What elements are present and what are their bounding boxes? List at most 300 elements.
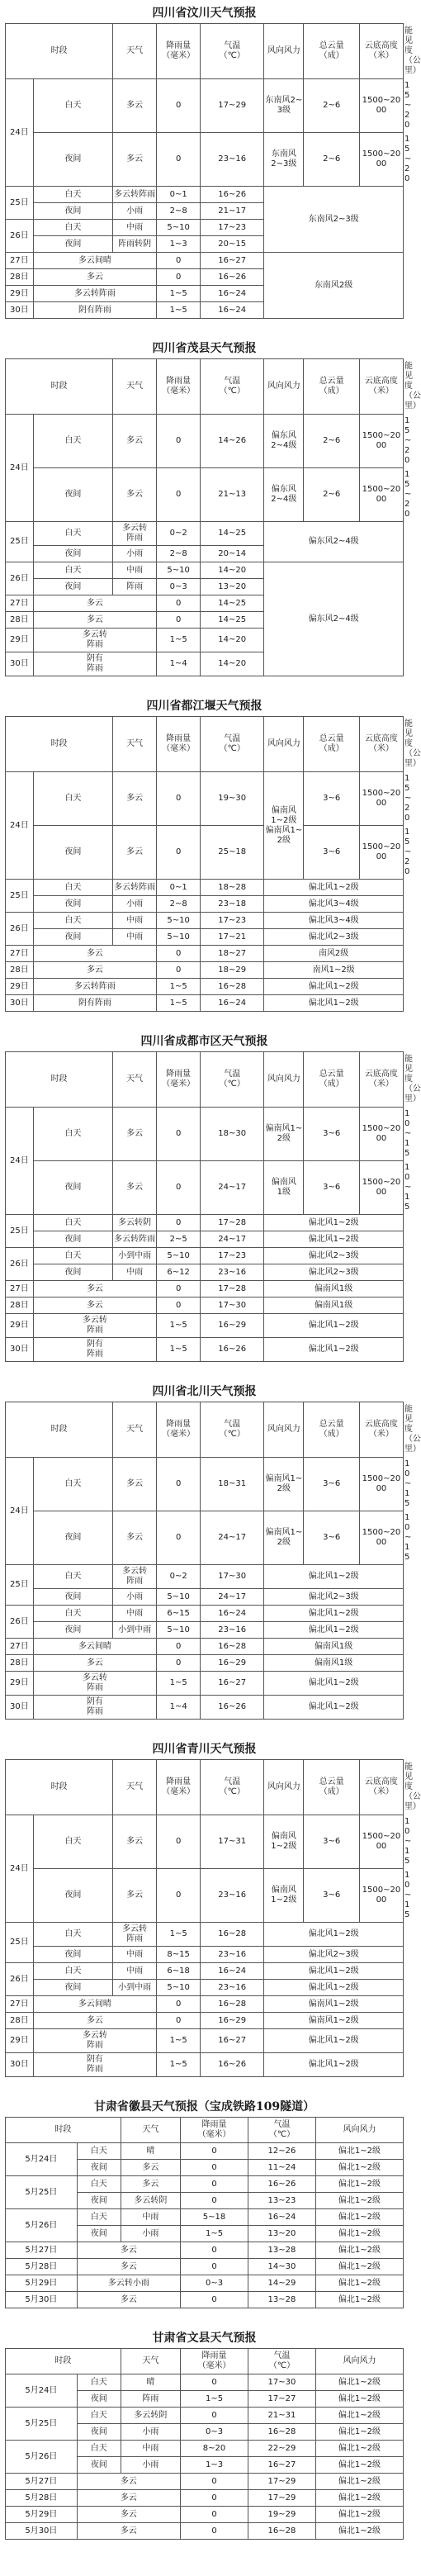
table-row xyxy=(6,2242,404,2259)
period-cell: 夜间 xyxy=(33,1947,112,1963)
table-row xyxy=(6,2374,404,2391)
temp-cell: 14~30 xyxy=(248,2259,316,2275)
weather-cell: 多云 xyxy=(113,1161,157,1215)
table-row xyxy=(6,2013,404,2029)
date-cell: 30日 xyxy=(6,1338,34,1362)
wind-cell: 偏北风3~4级 xyxy=(264,896,404,913)
table-row xyxy=(6,1161,404,1215)
temp-cell: 16~29 xyxy=(201,1655,264,1672)
rain-cell: 0 xyxy=(157,133,201,187)
date-cell: 25日 xyxy=(6,187,34,220)
weather-cell: 多云转 阵雨 xyxy=(113,522,157,546)
wind-cell: 偏北风1~2级 xyxy=(264,1606,404,1622)
rain-cell: 1~3 xyxy=(157,236,201,253)
column-header: 天气 xyxy=(113,359,157,415)
weather-cell: 小雨 xyxy=(121,2457,180,2474)
rain-cell: 1~5 xyxy=(181,2226,248,2242)
wind-cell: 偏北风3~4级 xyxy=(264,913,404,929)
column-header: 气温 （℃） xyxy=(248,2349,316,2374)
rain-cell: 0 xyxy=(157,1108,201,1161)
rain-cell: 0~1 xyxy=(157,187,201,203)
column-header: 云底高度 （米） xyxy=(359,717,403,772)
period-cell: 白天 xyxy=(33,1923,112,1947)
temp-cell: 25~18 xyxy=(201,826,264,880)
column-header: 风向风力 xyxy=(315,2118,403,2143)
weather-cell: 多云转 阵雨 xyxy=(113,1565,157,1589)
column-header: 时段 xyxy=(6,24,113,79)
rain-cell: 1~5 xyxy=(157,1923,201,1947)
temp-cell: 16~26 xyxy=(201,2053,264,2077)
wind-cell: 偏南风 1~2级 偏南风1~2级 xyxy=(264,772,304,880)
date-cell: 24日 xyxy=(6,1108,34,1215)
period-cell: 白天 xyxy=(33,880,112,896)
cloud-cell: 3~6 xyxy=(304,1869,359,1923)
column-header: 总云量 （成） xyxy=(304,1760,359,1815)
temp-cell: 17~28 xyxy=(201,1215,264,1231)
date-cell: 28日 xyxy=(6,269,34,286)
period-cell: 夜间 xyxy=(77,2193,121,2209)
cloud-cell: 2~6 xyxy=(304,468,359,522)
date-cell: 5月25日 xyxy=(6,2408,78,2441)
column-header: 降雨量 （毫米） xyxy=(157,717,201,772)
weather-cell: 多云转阵雨 xyxy=(113,880,157,896)
weather-cell: 多云 xyxy=(113,1108,157,1161)
table-row xyxy=(6,415,404,468)
wind-cell: 偏南风1~2级 xyxy=(264,2013,404,2029)
temp-cell: 16~28 xyxy=(248,2523,316,2540)
rain-cell: 0~2 xyxy=(157,1565,201,1589)
table-row xyxy=(6,979,404,995)
ceiling-cell: 1500~2000 xyxy=(359,1869,403,1923)
period-cell: 夜间 xyxy=(33,468,112,522)
date-cell: 26日 xyxy=(6,220,34,253)
table-row xyxy=(6,79,404,133)
column-header: 时段 xyxy=(6,717,113,772)
weather-cell: 小雨 xyxy=(121,2226,180,2242)
table-row xyxy=(6,133,404,187)
temp-cell: 18~27 xyxy=(201,946,264,962)
table-row xyxy=(6,826,404,880)
column-header: 天气 xyxy=(121,2118,180,2143)
rain-cell: 2~5 xyxy=(157,1231,201,1248)
temp-cell: 23~16 xyxy=(201,133,264,187)
rain-cell: 0 xyxy=(157,826,201,880)
wind-cell: 偏南风1级 xyxy=(264,1639,404,1655)
weather-cell: 阴有 阵雨 xyxy=(33,652,156,676)
table-row xyxy=(6,2441,404,2457)
column-header: 降雨量 （毫米） xyxy=(157,359,201,415)
weather-cell: 多云 xyxy=(33,1297,156,1314)
cloud-cell: 3~6 xyxy=(304,772,359,826)
forecast-table xyxy=(5,716,404,1012)
period-cell: 夜间 xyxy=(33,1511,112,1565)
date-cell: 5月26日 xyxy=(6,2441,78,2474)
section-title: 甘肃省徽县天气预报（宝成铁路109隧道） xyxy=(5,2097,404,2117)
column-header: 总云量 （成） xyxy=(304,24,359,79)
wind-cell: 偏北风2~3级 xyxy=(264,1947,404,1963)
temp-cell: 20~15 xyxy=(201,236,264,253)
table-row xyxy=(6,1996,404,2013)
weather-cell: 多云转阴 xyxy=(113,1215,157,1231)
period-cell: 白天 xyxy=(33,1248,112,1264)
rain-cell: 1~5 xyxy=(157,1338,201,1362)
rain-cell: 0 xyxy=(157,2013,201,2029)
temp-cell: 24~17 xyxy=(201,1589,264,1606)
temp-cell: 24~17 xyxy=(201,1231,264,1248)
rain-cell: 0 xyxy=(157,1297,201,1314)
forecast-section xyxy=(5,1382,404,1720)
temp-cell: 18~28 xyxy=(201,880,264,896)
ceiling-cell: 1500~2000 xyxy=(359,133,403,187)
temp-cell: 21~31 xyxy=(248,2408,316,2424)
period-cell: 夜间 xyxy=(33,929,112,946)
wind-cell: 偏北风2~3级 xyxy=(264,1589,404,1606)
wind-cell: 偏北1~2级 xyxy=(315,2424,403,2441)
cloud-cell: 3~6 xyxy=(304,1458,359,1511)
wind-cell: 偏南风 1~2级 xyxy=(264,1815,304,1869)
table-row xyxy=(6,1231,404,1248)
date-cell: 26日 xyxy=(6,1963,34,1996)
column-header: 风向风力 xyxy=(264,1052,304,1108)
table-row xyxy=(6,1606,404,1622)
weather-cell: 阵雨 xyxy=(121,2391,180,2408)
table-row xyxy=(6,1639,404,1655)
wind-cell: 偏北1~2级 xyxy=(315,2441,403,2457)
table-row xyxy=(6,962,404,979)
forecast-section xyxy=(5,1739,404,2077)
rain-cell: 5~10 xyxy=(157,929,201,946)
rain-cell: 1~5 xyxy=(157,286,201,302)
weather-cell: 中雨 xyxy=(113,1947,157,1963)
forecast-table xyxy=(5,23,404,319)
date-cell: 25日 xyxy=(6,522,34,562)
period-cell: 夜间 xyxy=(77,2424,121,2441)
table-row xyxy=(6,253,404,269)
date-cell: 27日 xyxy=(6,1281,34,1297)
column-header: 降雨量 （毫米） xyxy=(157,1760,201,1815)
table-row xyxy=(6,1980,404,1996)
weather-cell: 阴有 阵雨 xyxy=(33,2053,156,2077)
weather-cell: 中雨 xyxy=(113,1963,157,1980)
period-cell: 夜间 xyxy=(77,2457,121,2474)
weather-cell: 多云 xyxy=(121,2176,180,2193)
temp-cell: 16~28 xyxy=(201,1639,264,1655)
temp-cell: 16~27 xyxy=(201,2029,264,2053)
wind-cell: 东南风2级 xyxy=(264,253,404,319)
wind-cell: 偏北1~2级 xyxy=(315,2474,403,2490)
rain-cell: 6~15 xyxy=(157,1606,201,1622)
temp-cell: 16~26 xyxy=(201,187,264,203)
date-cell: 5月30日 xyxy=(6,2292,78,2308)
rain-cell: 6~12 xyxy=(157,1264,201,1281)
rain-cell: 0 xyxy=(157,772,201,826)
table-row xyxy=(6,896,404,913)
ceiling-cell: 1500~2000 xyxy=(359,772,403,826)
wind-cell: 偏北风1~2级 xyxy=(264,995,404,1012)
period-cell: 白天 xyxy=(33,772,112,826)
forecast-table xyxy=(5,2348,404,2540)
weather-cell: 阴有阵雨 xyxy=(33,302,156,319)
weather-cell: 多云 xyxy=(113,826,157,880)
forecast-section xyxy=(5,339,404,676)
forecast-table xyxy=(5,1759,404,2077)
temp-cell: 23~16 xyxy=(201,1947,264,1963)
temp-cell: 23~16 xyxy=(201,1622,264,1639)
wind-cell: 偏北1~2级 xyxy=(315,2292,403,2308)
wind-cell: 偏北1~2级 xyxy=(315,2176,403,2193)
cloud-cell: 2~6 xyxy=(304,415,359,468)
temp-cell: 18~29 xyxy=(201,962,264,979)
date-cell: 29日 xyxy=(6,629,34,652)
temp-cell: 21~17 xyxy=(201,203,264,220)
column-header: 气温 （℃） xyxy=(201,1760,264,1815)
wind-cell: 偏北风1~2级 xyxy=(264,1696,404,1720)
wind-cell: 偏北1~2级 xyxy=(315,2226,403,2242)
wind-cell: 偏北风1~2级 xyxy=(264,1338,404,1362)
rain-cell: 0 xyxy=(157,415,201,468)
rain-cell: 0 xyxy=(181,2242,248,2259)
period-cell: 白天 xyxy=(33,1565,112,1589)
temp-cell: 16~26 xyxy=(201,1696,264,1720)
period-cell: 白天 xyxy=(77,2374,121,2391)
column-header: 云底高度 （米） xyxy=(359,1402,403,1458)
wind-cell: 南风1~2级 xyxy=(264,962,404,979)
section-title: 四川省茂县天气预报 xyxy=(5,339,404,358)
weather-cell: 多云 xyxy=(113,772,157,826)
table-row xyxy=(6,2259,404,2275)
weather-cell: 阵雨 xyxy=(113,579,157,595)
date-cell: 26日 xyxy=(6,1248,34,1281)
wind-cell: 偏北1~2级 xyxy=(315,2275,403,2292)
period-cell: 夜间 xyxy=(33,236,112,253)
weather-cell: 多云 xyxy=(33,612,156,629)
rain-cell: 0 xyxy=(157,962,201,979)
table-row xyxy=(6,995,404,1012)
wind-cell: 偏北1~2级 xyxy=(315,2160,403,2176)
rain-cell: 2~8 xyxy=(157,546,201,562)
cloud-cell: 3~6 xyxy=(304,1108,359,1161)
column-header: 总云量 （成） xyxy=(304,1052,359,1108)
rain-cell: 0 xyxy=(181,2523,248,2540)
column-header: 时段 xyxy=(6,1402,113,1458)
table-row xyxy=(6,1281,404,1297)
ceiling-cell: 1500~2000 xyxy=(359,1511,403,1565)
column-header: 风向风力 xyxy=(315,2349,403,2374)
wind-cell: 偏北1~2级 xyxy=(315,2391,403,2408)
rain-cell: 0 xyxy=(157,1996,201,2013)
temp-cell: 17~31 xyxy=(201,1815,264,1869)
date-cell: 27日 xyxy=(6,946,34,962)
weather-cell: 小到中雨 xyxy=(113,1622,157,1639)
rain-cell: 0~3 xyxy=(157,579,201,595)
table-row xyxy=(6,1338,404,1362)
date-cell: 27日 xyxy=(6,595,34,612)
table-row xyxy=(6,2408,404,2424)
wind-cell: 偏北1~2级 xyxy=(315,2457,403,2474)
table-row xyxy=(6,880,404,896)
weather-cell: 中雨 xyxy=(113,562,157,579)
weather-cell: 中雨 xyxy=(113,929,157,946)
weather-cell: 多云转 阵雨 xyxy=(33,1672,156,1696)
weather-cell: 多云 xyxy=(33,962,156,979)
rain-cell: 0 xyxy=(181,2259,248,2275)
header-row xyxy=(6,2118,404,2143)
column-header: 天气 xyxy=(113,717,157,772)
period-cell: 夜间 xyxy=(33,1231,112,1248)
rain-cell: 0 xyxy=(157,1655,201,1672)
table-row xyxy=(6,1297,404,1314)
temp-cell: 13~23 xyxy=(248,2193,316,2209)
weather-cell: 阴有 阵雨 xyxy=(33,1696,156,1720)
temp-cell: 17~21 xyxy=(201,929,264,946)
rain-cell: 0 xyxy=(157,468,201,522)
table-row xyxy=(6,1655,404,1672)
temp-cell: 16~27 xyxy=(201,253,264,269)
column-header: 降雨量 （毫米） xyxy=(157,24,201,79)
temp-cell: 16~29 xyxy=(201,2013,264,2029)
column-header: 云底高度 （米） xyxy=(359,359,403,415)
rain-cell: 1~5 xyxy=(181,2391,248,2408)
period-cell: 夜间 xyxy=(33,579,112,595)
wind-cell: 偏北风1~2级 xyxy=(264,1622,404,1639)
date-cell: 25日 xyxy=(6,1215,34,1248)
date-cell: 27日 xyxy=(6,1996,34,2013)
rain-cell: 1~5 xyxy=(157,1672,201,1696)
rain-cell: 6~18 xyxy=(157,1963,201,1980)
date-cell: 25日 xyxy=(6,1565,34,1606)
rain-cell: 8~15 xyxy=(157,1947,201,1963)
period-cell: 白天 xyxy=(33,79,112,133)
rain-cell: 0 xyxy=(181,2474,248,2490)
temp-cell: 16~26 xyxy=(201,1338,264,1362)
temp-cell: 17~29 xyxy=(248,2474,316,2490)
date-cell: 5月30日 xyxy=(6,2523,78,2540)
weather-cell: 多云 xyxy=(33,2013,156,2029)
weather-cell: 多云 xyxy=(121,2160,180,2176)
table-row xyxy=(6,1696,404,1720)
rain-cell: 0 xyxy=(181,2193,248,2209)
weather-cell: 小雨 xyxy=(113,546,157,562)
temp-cell: 17~23 xyxy=(201,220,264,236)
weather-cell: 多云转阵雨 xyxy=(113,1231,157,1248)
weather-cell: 小雨 xyxy=(121,2424,180,2441)
header-row xyxy=(6,717,404,772)
column-header: 降雨量 （毫米） xyxy=(181,2349,248,2374)
temp-cell: 16~28 xyxy=(201,1923,264,1947)
temp-cell: 16~28 xyxy=(201,979,264,995)
column-header: 总云量 （成） xyxy=(304,1402,359,1458)
date-cell: 5月24日 xyxy=(6,2374,78,2408)
date-cell: 5月26日 xyxy=(6,2209,78,2242)
period-cell: 白天 xyxy=(77,2143,121,2160)
table-row xyxy=(6,2029,404,2053)
table-row xyxy=(6,772,404,826)
wind-cell: 偏东风2~4级 xyxy=(264,562,404,676)
section-title: 甘肃省文县天气预报 xyxy=(5,2328,404,2348)
ceiling-cell: 1500~2000 xyxy=(359,468,403,522)
section-title: 四川省成都市区天气预报 xyxy=(5,1032,404,1051)
column-header: 气温 （℃） xyxy=(201,1402,264,1458)
weather-cell: 多云 xyxy=(113,1511,157,1565)
period-cell: 白天 xyxy=(33,220,112,236)
forecast-table xyxy=(5,2117,404,2308)
weather-cell: 多云转阴 xyxy=(121,2193,180,2209)
rain-cell: 0 xyxy=(157,1815,201,1869)
temp-cell: 16~24 xyxy=(201,995,264,1012)
wind-cell: 偏北风1~2级 xyxy=(264,1923,404,1947)
wind-cell: 偏北1~2级 xyxy=(315,2242,403,2259)
period-cell: 白天 xyxy=(33,415,112,468)
rain-cell: 0~3 xyxy=(181,2424,248,2441)
ceiling-cell: 1500~2000 xyxy=(359,415,403,468)
wind-cell: 偏北1~2级 xyxy=(315,2143,403,2160)
temp-cell: 23~16 xyxy=(201,1869,264,1923)
period-cell: 夜间 xyxy=(33,133,112,187)
column-header: 时段 xyxy=(6,2349,121,2374)
table-row xyxy=(6,1947,404,1963)
column-header: 气温 （℃） xyxy=(201,1052,264,1108)
period-cell: 白天 xyxy=(77,2176,121,2193)
weather-cell: 多云 xyxy=(33,1281,156,1297)
ceiling-cell: 1500~2000 xyxy=(359,1458,403,1511)
table-row xyxy=(6,2507,404,2523)
table-row xyxy=(6,2053,404,2077)
temp-cell: 21~13 xyxy=(201,468,264,522)
weather-cell: 多云转小雨 xyxy=(77,2275,180,2292)
rain-cell: 1~5 xyxy=(157,979,201,995)
table-row xyxy=(6,1264,404,1281)
header-row xyxy=(6,2349,404,2374)
temp-cell: 16~24 xyxy=(201,1606,264,1622)
section-title: 四川省汶川天气预报 xyxy=(5,3,404,23)
temp-cell: 13~28 xyxy=(248,2242,316,2259)
wind-cell: 偏北1~2级 xyxy=(315,2490,403,2507)
date-cell: 30日 xyxy=(6,652,34,676)
column-header: 云底高度 （米） xyxy=(359,1760,403,1815)
period-cell: 夜间 xyxy=(77,2391,121,2408)
weather-cell: 多云转阵雨 xyxy=(33,286,156,302)
column-header: 天气 xyxy=(113,1052,157,1108)
table-row xyxy=(6,2143,404,2160)
column-header: 风向风力 xyxy=(264,24,304,79)
column-header: 降雨量 （毫米） xyxy=(181,2118,248,2143)
temp-cell: 17~30 xyxy=(201,1297,264,1314)
table-row xyxy=(6,1923,404,1947)
rain-cell: 0 xyxy=(157,1215,201,1231)
temp-cell: 16~29 xyxy=(201,1314,264,1338)
temp-cell: 18~30 xyxy=(201,1108,264,1161)
period-cell: 白天 xyxy=(77,2441,121,2457)
date-cell: 29日 xyxy=(6,1672,34,1696)
wind-cell: 偏南风1~2级 xyxy=(264,1511,304,1565)
rain-cell: 0 xyxy=(157,1511,201,1565)
table-row xyxy=(6,1458,404,1511)
wind-cell: 偏南风1级 xyxy=(264,1281,404,1297)
column-header: 降雨量 （毫米） xyxy=(157,1402,201,1458)
rain-cell: 0 xyxy=(181,2507,248,2523)
weather-cell: 中雨 xyxy=(113,1264,157,1281)
temp-cell: 17~30 xyxy=(201,1565,264,1589)
temp-cell: 14~26 xyxy=(201,415,264,468)
cloud-cell: 3~6 xyxy=(304,826,359,880)
weather-cell: 晴 xyxy=(121,2374,180,2391)
temp-cell: 14~20 xyxy=(201,629,264,652)
temp-cell: 16~27 xyxy=(248,2457,316,2474)
weather-cell: 多云间晴 xyxy=(33,1639,156,1655)
rain-cell: 1~3 xyxy=(181,2457,248,2474)
weather-cell: 中雨 xyxy=(121,2209,180,2226)
rain-cell: 5~10 xyxy=(157,562,201,579)
